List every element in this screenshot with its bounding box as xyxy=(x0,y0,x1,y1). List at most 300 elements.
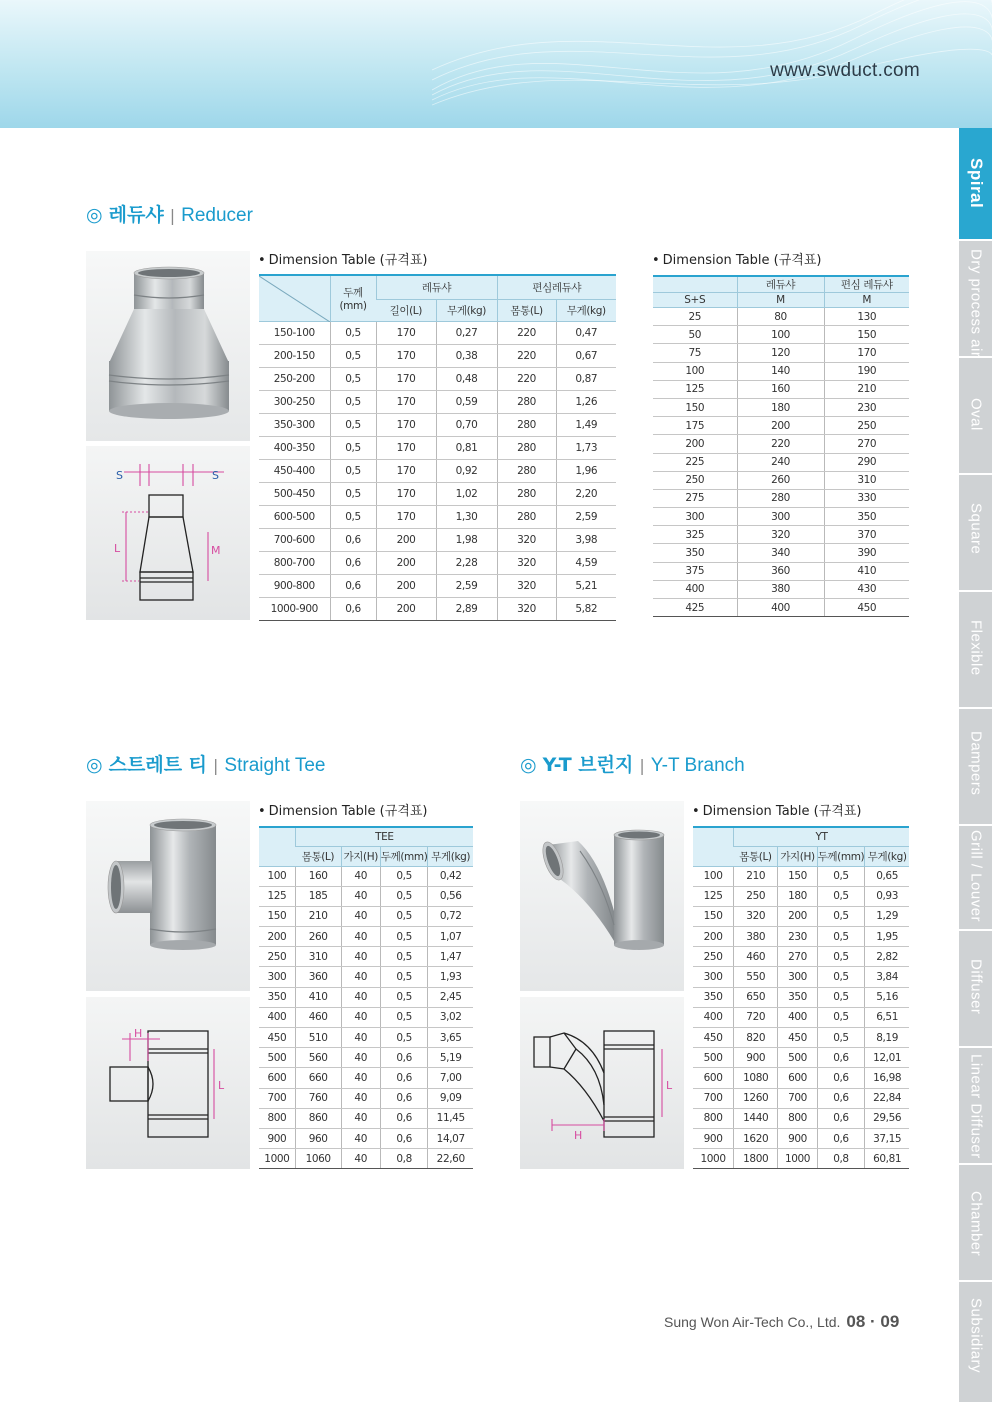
table-cell: 350 xyxy=(693,987,734,1007)
table-cell: 40 xyxy=(341,906,380,926)
reducer-photo xyxy=(86,251,250,441)
table-cell: 400 xyxy=(778,1007,817,1027)
table-row xyxy=(259,505,616,528)
title-divider: | xyxy=(639,756,645,775)
table-row xyxy=(693,1048,909,1068)
table-cell: 0,5 xyxy=(380,1007,428,1027)
yt-branch-table-body xyxy=(693,866,909,1169)
table-row xyxy=(259,1128,473,1148)
tab-label: Grill / Louver xyxy=(967,830,984,923)
table-cell: 600 xyxy=(259,1068,295,1088)
table-row xyxy=(653,435,909,453)
table-cell: 160 xyxy=(737,380,824,398)
table-cell: 270 xyxy=(778,947,817,967)
table-cell: 0,93 xyxy=(865,886,909,906)
table-cell: 250-200 xyxy=(259,367,330,390)
table-cell: 170 xyxy=(376,436,436,459)
table-cell: 0,5 xyxy=(817,1028,865,1048)
table-cell: 0,65 xyxy=(865,866,909,886)
table-cell: 75 xyxy=(653,344,737,362)
table-cell: 0,56 xyxy=(428,886,473,906)
table-row xyxy=(693,947,909,967)
table-cell: 800 xyxy=(778,1108,817,1128)
table-cell: 220 xyxy=(497,367,556,390)
table-cell: 220 xyxy=(737,435,824,453)
table-cell: 170 xyxy=(376,321,436,344)
table-cell: 400-350 xyxy=(259,436,330,459)
column-header: 무게(kg) xyxy=(436,299,497,321)
table-cell: 800-700 xyxy=(259,551,330,574)
tab-dampers[interactable] xyxy=(959,709,992,825)
table-cell: 170 xyxy=(376,482,436,505)
reducer-table-body xyxy=(259,321,616,620)
yt-group-header: YT xyxy=(734,827,909,846)
table-cell: 130 xyxy=(824,308,909,326)
table-cell: 0,5 xyxy=(330,482,376,505)
table-cell: 1,73 xyxy=(556,436,616,459)
table-cell: 0,5 xyxy=(817,987,865,1007)
column-header: 몸통(L) xyxy=(295,846,341,866)
table-row xyxy=(653,562,909,580)
table-row xyxy=(259,866,473,886)
table-cell: 22,84 xyxy=(865,1088,909,1108)
table-cell: 0,27 xyxy=(436,321,497,344)
table-cell: 0,70 xyxy=(436,413,497,436)
tab-label: Dry process air xyxy=(967,249,984,358)
table-row xyxy=(693,927,909,947)
table-cell: 0,6 xyxy=(380,1128,428,1148)
table-cell: 1,02 xyxy=(436,482,497,505)
table-cell: 12,01 xyxy=(865,1048,909,1068)
table-cell: 280 xyxy=(497,505,556,528)
table-cell: 350 xyxy=(653,544,737,562)
table-cell: 170 xyxy=(376,367,436,390)
table-cell: 300 xyxy=(259,967,295,987)
table-cell: 380 xyxy=(737,580,824,598)
table-cell: 310 xyxy=(824,471,909,489)
table-cell: 40 xyxy=(341,1108,380,1128)
thickness-header xyxy=(330,275,376,321)
table-cell: 0,5 xyxy=(330,321,376,344)
table-cell: 410 xyxy=(295,987,341,1007)
table-row xyxy=(259,574,616,597)
table-cell: 120 xyxy=(737,344,824,362)
tab-chamber[interactable] xyxy=(959,1165,992,1281)
table-cell: 1800 xyxy=(734,1149,778,1169)
table-row xyxy=(693,906,909,926)
table-cell: 960 xyxy=(295,1128,341,1148)
table-cell: 900-800 xyxy=(259,574,330,597)
table-cell: 6,51 xyxy=(865,1007,909,1027)
table-row xyxy=(653,308,909,326)
yt-dimension-label: • Dimension Table (규격표) xyxy=(692,804,862,819)
table-cell: 1,95 xyxy=(865,927,909,947)
table-row xyxy=(693,1007,909,1027)
table-cell: 280 xyxy=(497,390,556,413)
table-cell: 2,59 xyxy=(436,574,497,597)
table-cell: 230 xyxy=(824,398,909,416)
table-cell: 320 xyxy=(497,597,556,620)
reducer-sm-table-body xyxy=(653,308,909,617)
reducer-title xyxy=(86,200,253,227)
table-row xyxy=(693,1149,909,1169)
table-cell: 370 xyxy=(824,526,909,544)
table-cell: 125 xyxy=(693,886,734,906)
table-cell: 190 xyxy=(824,362,909,380)
tab-label: Spiral xyxy=(966,158,986,209)
table-row xyxy=(259,436,616,459)
table-cell: 0,6 xyxy=(380,1088,428,1108)
table-cell: 37,15 xyxy=(865,1128,909,1148)
table-cell: 5,21 xyxy=(556,574,616,597)
table-row xyxy=(259,1007,473,1027)
table-cell: 1060 xyxy=(295,1149,341,1169)
table-cell: 900 xyxy=(259,1128,295,1148)
table-row xyxy=(693,1108,909,1128)
table-cell: 0,5 xyxy=(380,987,428,1007)
table-cell: 0,5 xyxy=(330,413,376,436)
reducer-dimension-table xyxy=(259,274,616,621)
table-cell: 180 xyxy=(778,886,817,906)
table-cell: 40 xyxy=(341,927,380,947)
table-row xyxy=(693,967,909,987)
tab-label: Flexible xyxy=(967,620,984,676)
table-cell: 0,47 xyxy=(556,321,616,344)
yt-branch-drawing xyxy=(520,997,684,1169)
table-cell: 210 xyxy=(295,906,341,926)
table-cell: 170 xyxy=(376,505,436,528)
table-cell: 0,6 xyxy=(380,1068,428,1088)
table-cell: 820 xyxy=(734,1028,778,1048)
table-cell: 220 xyxy=(497,321,556,344)
tab-grill-louver[interactable] xyxy=(959,826,992,930)
table-cell: 40 xyxy=(341,967,380,987)
table-cell: 0,5 xyxy=(330,390,376,413)
column-header: 몸통(L) xyxy=(734,846,778,866)
yt-branch-table xyxy=(693,826,909,1169)
tab-subsidiary[interactable] xyxy=(959,1282,992,1403)
title-symbol: ◎ xyxy=(86,204,103,226)
reducer-diagram xyxy=(86,446,250,620)
straight-tee-table xyxy=(259,826,473,1169)
title-korean: 레듀샤 xyxy=(108,204,164,226)
table-row xyxy=(653,417,909,435)
table-cell: 40 xyxy=(341,1007,380,1027)
table-row xyxy=(653,398,909,416)
table-row xyxy=(259,597,616,620)
table-cell: 300 xyxy=(778,967,817,987)
table-cell: 300-250 xyxy=(259,390,330,413)
table-cell: 100 xyxy=(693,866,734,886)
table-cell: 40 xyxy=(341,1128,380,1148)
table-cell: 0,92 xyxy=(436,459,497,482)
table-row xyxy=(653,580,909,598)
table-cell: 0,67 xyxy=(556,344,616,367)
table-cell: 3,65 xyxy=(428,1028,473,1048)
title-divider: | xyxy=(213,756,219,775)
table-cell: 250 xyxy=(259,947,295,967)
table-cell: 185 xyxy=(295,886,341,906)
table-cell: 175 xyxy=(653,417,737,435)
label-s-right: S xyxy=(212,469,219,482)
table-cell: 700-600 xyxy=(259,528,330,551)
eccentric-group-header: 편심 레듀샤 xyxy=(824,276,909,293)
title-english: Y-T Branch xyxy=(650,755,745,776)
tab-dry-process-air[interactable] xyxy=(959,241,992,357)
table-cell: 200 xyxy=(376,597,436,620)
table-cell: 400 xyxy=(259,1007,295,1027)
table-row xyxy=(653,544,909,562)
table-cell: 360 xyxy=(295,967,341,987)
table-cell: 160 xyxy=(295,866,341,886)
table-row xyxy=(259,413,616,436)
table-row xyxy=(693,987,909,1007)
table-cell: 170 xyxy=(376,413,436,436)
table-cell: 1,30 xyxy=(436,505,497,528)
table-cell: 450 xyxy=(778,1028,817,1048)
table-cell: 350-300 xyxy=(259,413,330,436)
table-cell: 0,8 xyxy=(817,1149,865,1169)
table-cell: 0,48 xyxy=(436,367,497,390)
table-cell: 280 xyxy=(497,413,556,436)
tab-label: Diffuser xyxy=(967,959,984,1015)
table-cell: 240 xyxy=(737,453,824,471)
table-cell: 0,5 xyxy=(380,927,428,947)
straight-tee-title xyxy=(86,750,325,777)
table-cell: 0,59 xyxy=(436,390,497,413)
table-row xyxy=(653,380,909,398)
table-cell: 100 xyxy=(653,362,737,380)
table-cell: 0,5 xyxy=(817,886,865,906)
title-korean: 스트레트 티 xyxy=(108,754,208,776)
corner-header xyxy=(259,827,295,866)
table-cell: 150 xyxy=(693,906,734,926)
table-cell: 650 xyxy=(734,987,778,1007)
company-name: Sung Won Air-Tech Co., Ltd. xyxy=(664,1314,841,1330)
table-cell: 40 xyxy=(341,1088,380,1108)
title-korean: Y-T 브런지 xyxy=(542,754,634,776)
table-cell: 0,87 xyxy=(556,367,616,390)
table-cell: 2,89 xyxy=(436,597,497,620)
table-row xyxy=(259,528,616,551)
tee-group-header: TEE xyxy=(295,827,473,846)
table-cell: 100 xyxy=(737,326,824,344)
table-cell: 40 xyxy=(341,1028,380,1048)
table-cell: 275 xyxy=(653,489,737,507)
table-row xyxy=(259,390,616,413)
table-cell: 4,59 xyxy=(556,551,616,574)
table-cell: 460 xyxy=(734,947,778,967)
tab-spiral[interactable] xyxy=(959,128,992,240)
table-cell: 125 xyxy=(653,380,737,398)
table-cell: 25 xyxy=(653,308,737,326)
tab-flexible[interactable] xyxy=(959,592,992,708)
table-cell: 560 xyxy=(295,1048,341,1068)
table-cell: 450-400 xyxy=(259,459,330,482)
label-l: L xyxy=(218,1079,225,1092)
yt-branch-diagram xyxy=(520,997,684,1169)
table-cell: 40 xyxy=(341,886,380,906)
table-cell: 1620 xyxy=(734,1128,778,1148)
table-cell: 325 xyxy=(653,526,737,544)
label-s-left: S xyxy=(116,469,123,482)
table-row xyxy=(259,1068,473,1088)
tab-diffuser[interactable] xyxy=(959,931,992,1047)
table-cell: 40 xyxy=(341,1068,380,1088)
table-cell: 0,6 xyxy=(330,551,376,574)
table-cell: 0,5 xyxy=(380,906,428,926)
table-cell: 0,5 xyxy=(817,906,865,926)
table-cell: 200 xyxy=(778,906,817,926)
table-cell: 80 xyxy=(737,308,824,326)
tab-oval[interactable] xyxy=(959,358,992,474)
column-header: S+S xyxy=(653,293,737,308)
table-cell: 220 xyxy=(497,344,556,367)
label-m: M xyxy=(211,544,221,557)
column-header: 무게(kg) xyxy=(865,846,909,866)
table-row xyxy=(653,453,909,471)
table-cell: 100 xyxy=(259,866,295,886)
table-row xyxy=(259,947,473,967)
page-header xyxy=(0,0,992,128)
table-cell: 700 xyxy=(693,1088,734,1108)
table-cell: 425 xyxy=(653,599,737,617)
tab-linear-diffuser[interactable] xyxy=(959,1048,992,1164)
table-cell: 1000 xyxy=(778,1149,817,1169)
title-symbol: ◎ xyxy=(520,754,537,776)
table-cell: 900 xyxy=(693,1128,734,1148)
table-cell: 600-500 xyxy=(259,505,330,528)
tab-square[interactable] xyxy=(959,475,992,591)
table-cell: 210 xyxy=(824,380,909,398)
table-cell: 760 xyxy=(295,1088,341,1108)
table-cell: 1080 xyxy=(734,1068,778,1088)
table-cell: 200 xyxy=(376,574,436,597)
table-cell: 3,84 xyxy=(865,967,909,987)
table-cell: 450 xyxy=(259,1028,295,1048)
table-cell: 1,07 xyxy=(428,927,473,947)
table-cell: 900 xyxy=(778,1128,817,1148)
table-cell: 1,96 xyxy=(556,459,616,482)
table-cell: 200 xyxy=(693,927,734,947)
table-cell: 0,5 xyxy=(330,436,376,459)
table-cell: 0,5 xyxy=(380,1028,428,1048)
table-cell: 400 xyxy=(653,580,737,598)
table-cell: 200 xyxy=(376,551,436,574)
table-cell: 225 xyxy=(653,453,737,471)
table-row xyxy=(259,886,473,906)
table-cell: 200 xyxy=(653,435,737,453)
table-cell: 450 xyxy=(693,1028,734,1048)
table-cell: 60,81 xyxy=(865,1149,909,1169)
table-cell: 1,26 xyxy=(556,390,616,413)
table-cell: 400 xyxy=(693,1007,734,1027)
tab-label: Chamber xyxy=(967,1191,984,1257)
table-cell: 270 xyxy=(824,435,909,453)
table-cell: 0,6 xyxy=(817,1088,865,1108)
column-header: 두께(mm) xyxy=(380,846,428,866)
column-header: 무게(kg) xyxy=(556,299,616,321)
reducer-group-header: 레듀샤 xyxy=(376,275,497,299)
table-row xyxy=(653,508,909,526)
reducer-group-header: 레듀샤 xyxy=(737,276,824,293)
table-cell: 0,6 xyxy=(817,1068,865,1088)
table-row xyxy=(693,1068,909,1088)
column-header: M xyxy=(824,293,909,308)
table-cell: 2,20 xyxy=(556,482,616,505)
table-cell: 11,45 xyxy=(428,1108,473,1128)
table-row xyxy=(653,326,909,344)
table-cell: 16,98 xyxy=(865,1068,909,1088)
eccentric-group-header: 편심레듀샤 xyxy=(497,275,616,299)
table-row xyxy=(259,482,616,505)
title-symbol: ◎ xyxy=(86,754,103,776)
table-cell: 500-450 xyxy=(259,482,330,505)
table-row xyxy=(653,362,909,380)
table-cell: 390 xyxy=(824,544,909,562)
table-cell: 0,5 xyxy=(380,866,428,886)
table-cell: 350 xyxy=(778,987,817,1007)
table-cell: 320 xyxy=(737,526,824,544)
table-cell: 375 xyxy=(653,562,737,580)
table-cell: 0,5 xyxy=(330,344,376,367)
table-cell: 140 xyxy=(737,362,824,380)
label-h: H xyxy=(574,1129,583,1142)
table-cell: 280 xyxy=(497,459,556,482)
table-cell: 0,5 xyxy=(330,367,376,390)
table-cell: 0,6 xyxy=(380,1108,428,1128)
table-cell: 170 xyxy=(824,344,909,362)
table-cell: 200-150 xyxy=(259,344,330,367)
yt-branch-title xyxy=(520,750,745,777)
label-l: L xyxy=(666,1079,673,1092)
table-cell: 2,59 xyxy=(556,505,616,528)
table-cell: 40 xyxy=(341,1048,380,1068)
table-cell: 1,98 xyxy=(436,528,497,551)
table-cell: 0,6 xyxy=(330,574,376,597)
table-row xyxy=(259,459,616,482)
table-cell: 200 xyxy=(259,927,295,947)
table-cell: 22,60 xyxy=(428,1149,473,1169)
reducer-diagram-drawing xyxy=(86,446,250,620)
table-row xyxy=(693,1128,909,1148)
table-cell: 250 xyxy=(824,417,909,435)
table-row xyxy=(259,1088,473,1108)
table-cell: 360 xyxy=(737,562,824,580)
title-divider: | xyxy=(169,206,176,225)
table-cell: 5,82 xyxy=(556,597,616,620)
table-cell: 320 xyxy=(497,528,556,551)
table-cell: 660 xyxy=(295,1068,341,1088)
table-cell: 40 xyxy=(341,866,380,886)
table-cell: 1000-900 xyxy=(259,597,330,620)
table-cell: 260 xyxy=(737,471,824,489)
table-cell: 210 xyxy=(734,866,778,886)
table-cell: 2,45 xyxy=(428,987,473,1007)
table-cell: 3,02 xyxy=(428,1007,473,1027)
table-cell: 1,49 xyxy=(556,413,616,436)
straight-tee-illustration xyxy=(86,801,250,991)
table-cell: 0,6 xyxy=(817,1128,865,1148)
table-cell: 3,98 xyxy=(556,528,616,551)
table-row xyxy=(259,321,616,344)
column-header: 무게(kg) xyxy=(428,846,473,866)
table-cell: 5,19 xyxy=(428,1048,473,1068)
table-row xyxy=(653,526,909,544)
website-url[interactable]: www.swduct.com xyxy=(770,60,920,81)
table-row xyxy=(259,987,473,1007)
table-cell: 8,19 xyxy=(865,1028,909,1048)
